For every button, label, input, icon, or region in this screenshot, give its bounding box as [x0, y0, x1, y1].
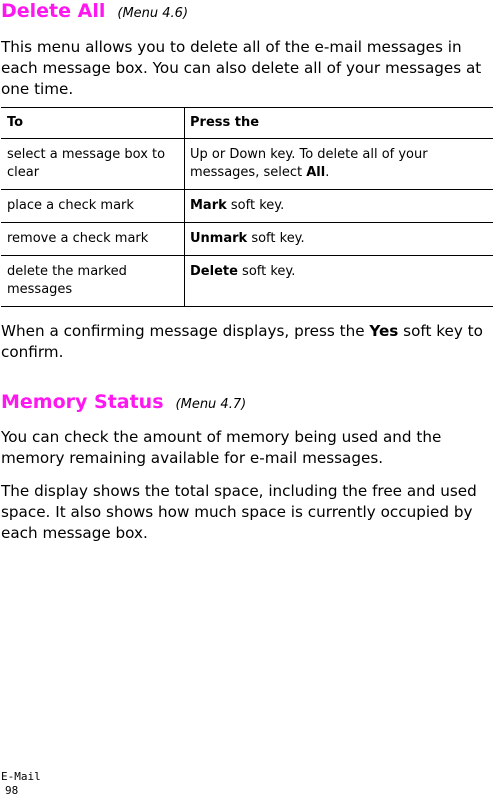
footer-section-name: E-Mail	[1, 770, 41, 783]
key-table	[1, 107, 493, 307]
table-cell-key	[185, 256, 494, 307]
table-cell-action: remove a check mark	[1, 223, 185, 256]
table-cell-key	[185, 223, 494, 256]
table-row	[1, 139, 493, 190]
table-cell-action: select a message box to clear	[1, 139, 185, 190]
confirm-text-after: soft key to confirm.	[1, 322, 483, 361]
key-text-after: soft key.	[237, 264, 296, 279]
table-cell-action: delete the marked messages	[1, 256, 185, 307]
confirm-key: Yes	[369, 322, 399, 340]
table-header-row	[1, 108, 493, 139]
confirm-text: When a confirming message displays, press the	[1, 322, 370, 340]
table-row	[1, 256, 493, 307]
table-cell-key	[185, 190, 494, 223]
table-row	[1, 190, 493, 223]
confirm-paragraph	[1, 321, 493, 363]
key-text-after: soft key.	[247, 231, 305, 246]
key-text-after: soft key.	[226, 198, 285, 213]
memory-paragraph-2: The display shows the total space, including the free and used space. It also shows how much space is currently occupied by each message box.	[1, 482, 477, 542]
table-row	[1, 223, 493, 256]
key-name: Unmark	[190, 231, 248, 246]
memory-paragraph-1: You can check the amount of memory being used and the memory remaining available for e-mail messages.	[1, 428, 442, 467]
section-title: Memory Status	[1, 391, 164, 413]
key-name: All	[306, 165, 326, 180]
section-heading-memory-status	[1, 391, 246, 413]
column-header-press: Press the	[190, 115, 260, 130]
key-name: Mark	[190, 198, 227, 213]
key-text-after: .	[325, 165, 330, 180]
key-name: Delete	[190, 264, 238, 279]
table-cell-key	[185, 139, 494, 190]
intro-paragraph: This menu allows you to delete all of the e-mail messages in each message box. You can also delete all of your messages at one time.	[1, 38, 482, 98]
section-heading-delete-all	[1, 0, 188, 22]
menu-reference: (Menu 4.6)	[117, 6, 189, 21]
menu-reference: (Menu 4.7)	[175, 397, 247, 412]
column-header-to: To	[1, 108, 185, 139]
page-number: 98	[5, 784, 19, 797]
table-cell-action: place a check mark	[1, 190, 185, 223]
section-title: Delete All	[1, 0, 106, 22]
key-text: Up or Down key. To delete all of your messages, select	[190, 147, 428, 180]
